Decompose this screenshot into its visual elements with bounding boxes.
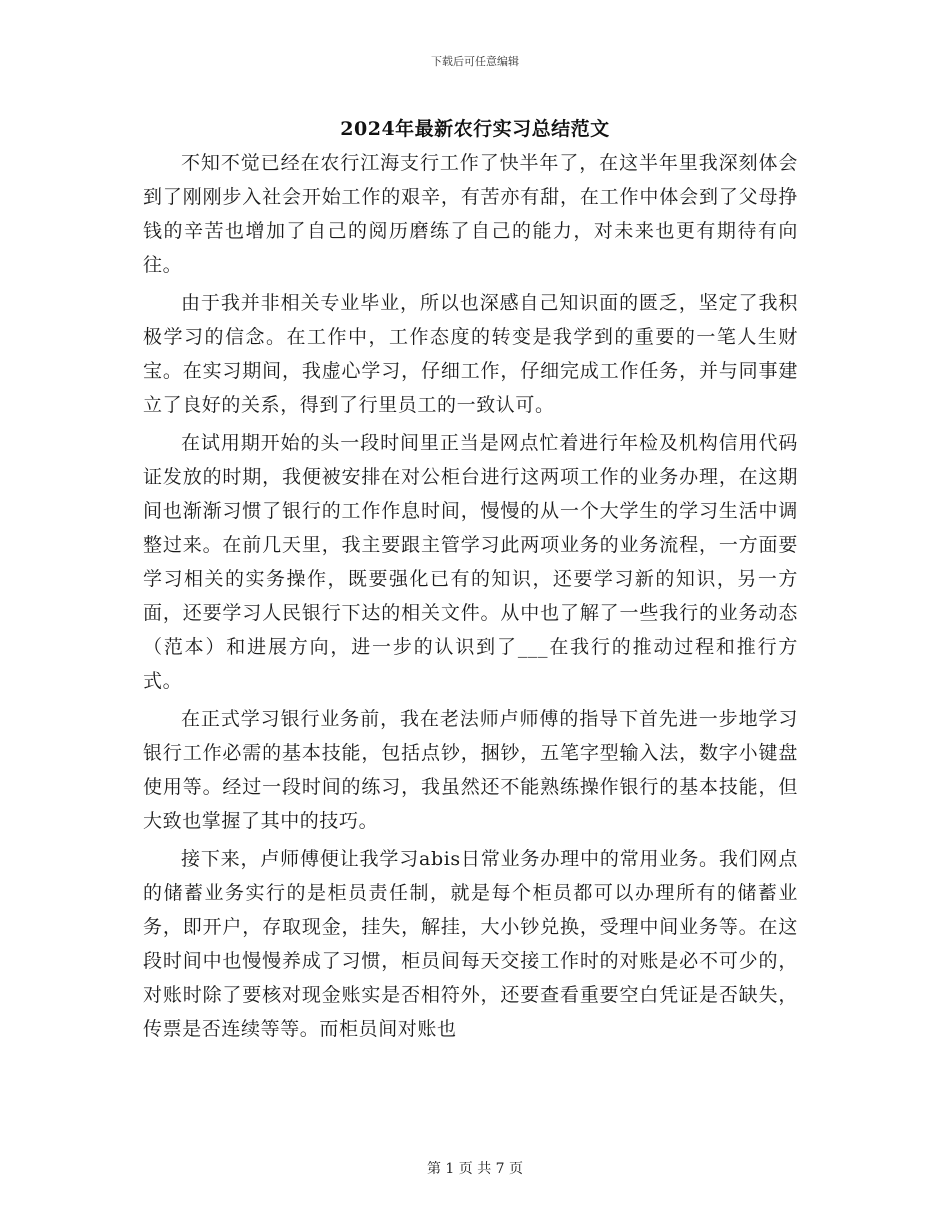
paragraph: 不知不觉已经在农行江海支行工作了快半年了，在这半年里我深刻体会到了刚刚步入社会开始工作的艰辛，有苦亦有甜，在工作中体会到了父母挣钱的辛苦也增加了自己的阅历磨练了自己的能力，对未来也更有期待有向往。	[143, 152, 798, 276]
document-body	[143, 146, 798, 1046]
page-header-note: 下载后可任意编辑	[431, 55, 519, 68]
paragraph: 由于我并非相关专业毕业，所以也深感自己知识面的匮乏，坚定了我积极学习的信念。在工作中，工作态度的转变是我学到的重要的一笔人生财宝。在实习期间，我虚心学习，仔细工作，仔细完成工作任务，并与同事建立了良好的关系，得到了行里员工的一致认可。	[143, 292, 798, 416]
paragraph: 在正式学习银行业务前，我在老法师卢师傅的指导下首先进一步地学习银行工作必需的基本技能，包括点钞，捆钞，五笔字型输入法，数字小键盘使用等。经过一段时间的练习，我虽然还不能熟练操作银行的基本技能，但大致也掌握了其中的技巧。	[143, 708, 798, 832]
document-title: 2024年最新农行实习总结范文	[340, 118, 610, 140]
page-number: 第 1 页 共 7 页	[426, 1161, 524, 1177]
paragraph: 接下来，卢师傅便让我学习abis日常业务办理中的常用业务。我们网点的储蓄业务实行的是柜员责任制，就是每个柜员都可以办理所有的储蓄业务，即开户，存取现金，挂失，解挂，大小钞兑换，受理中间业务等。在这段时间中也慢慢养成了习惯，柜员间每天交接工作时的对账是必不可少的，对账时除了要核对现金账实是否相符外，还要查看重要空白凭证是否缺失，传票是否连续等等。而柜员间对账也	[143, 848, 798, 1040]
paragraph: 在试用期开始的头一段时间里正当是网点忙着进行年检及机构信用代码证发放的时期，我便被安排在对公柜台进行这两项工作的业务办理，在这期间也渐渐习惯了银行的工作作息时间，慢慢的从一个大学生的学习生活中调整过来。在前几天里，我主要跟主管学习此两项业务的业务流程，一方面要学习相关的实务操作，既要强化已有的知识，还要学习新的知识，另一方面，还要学习人民银行下达的相关文件。从中也了解了一些我行的业务动态（范本）和进展方向，进一步的认识到了___在我行的推动过程和推行方式。	[143, 432, 798, 692]
